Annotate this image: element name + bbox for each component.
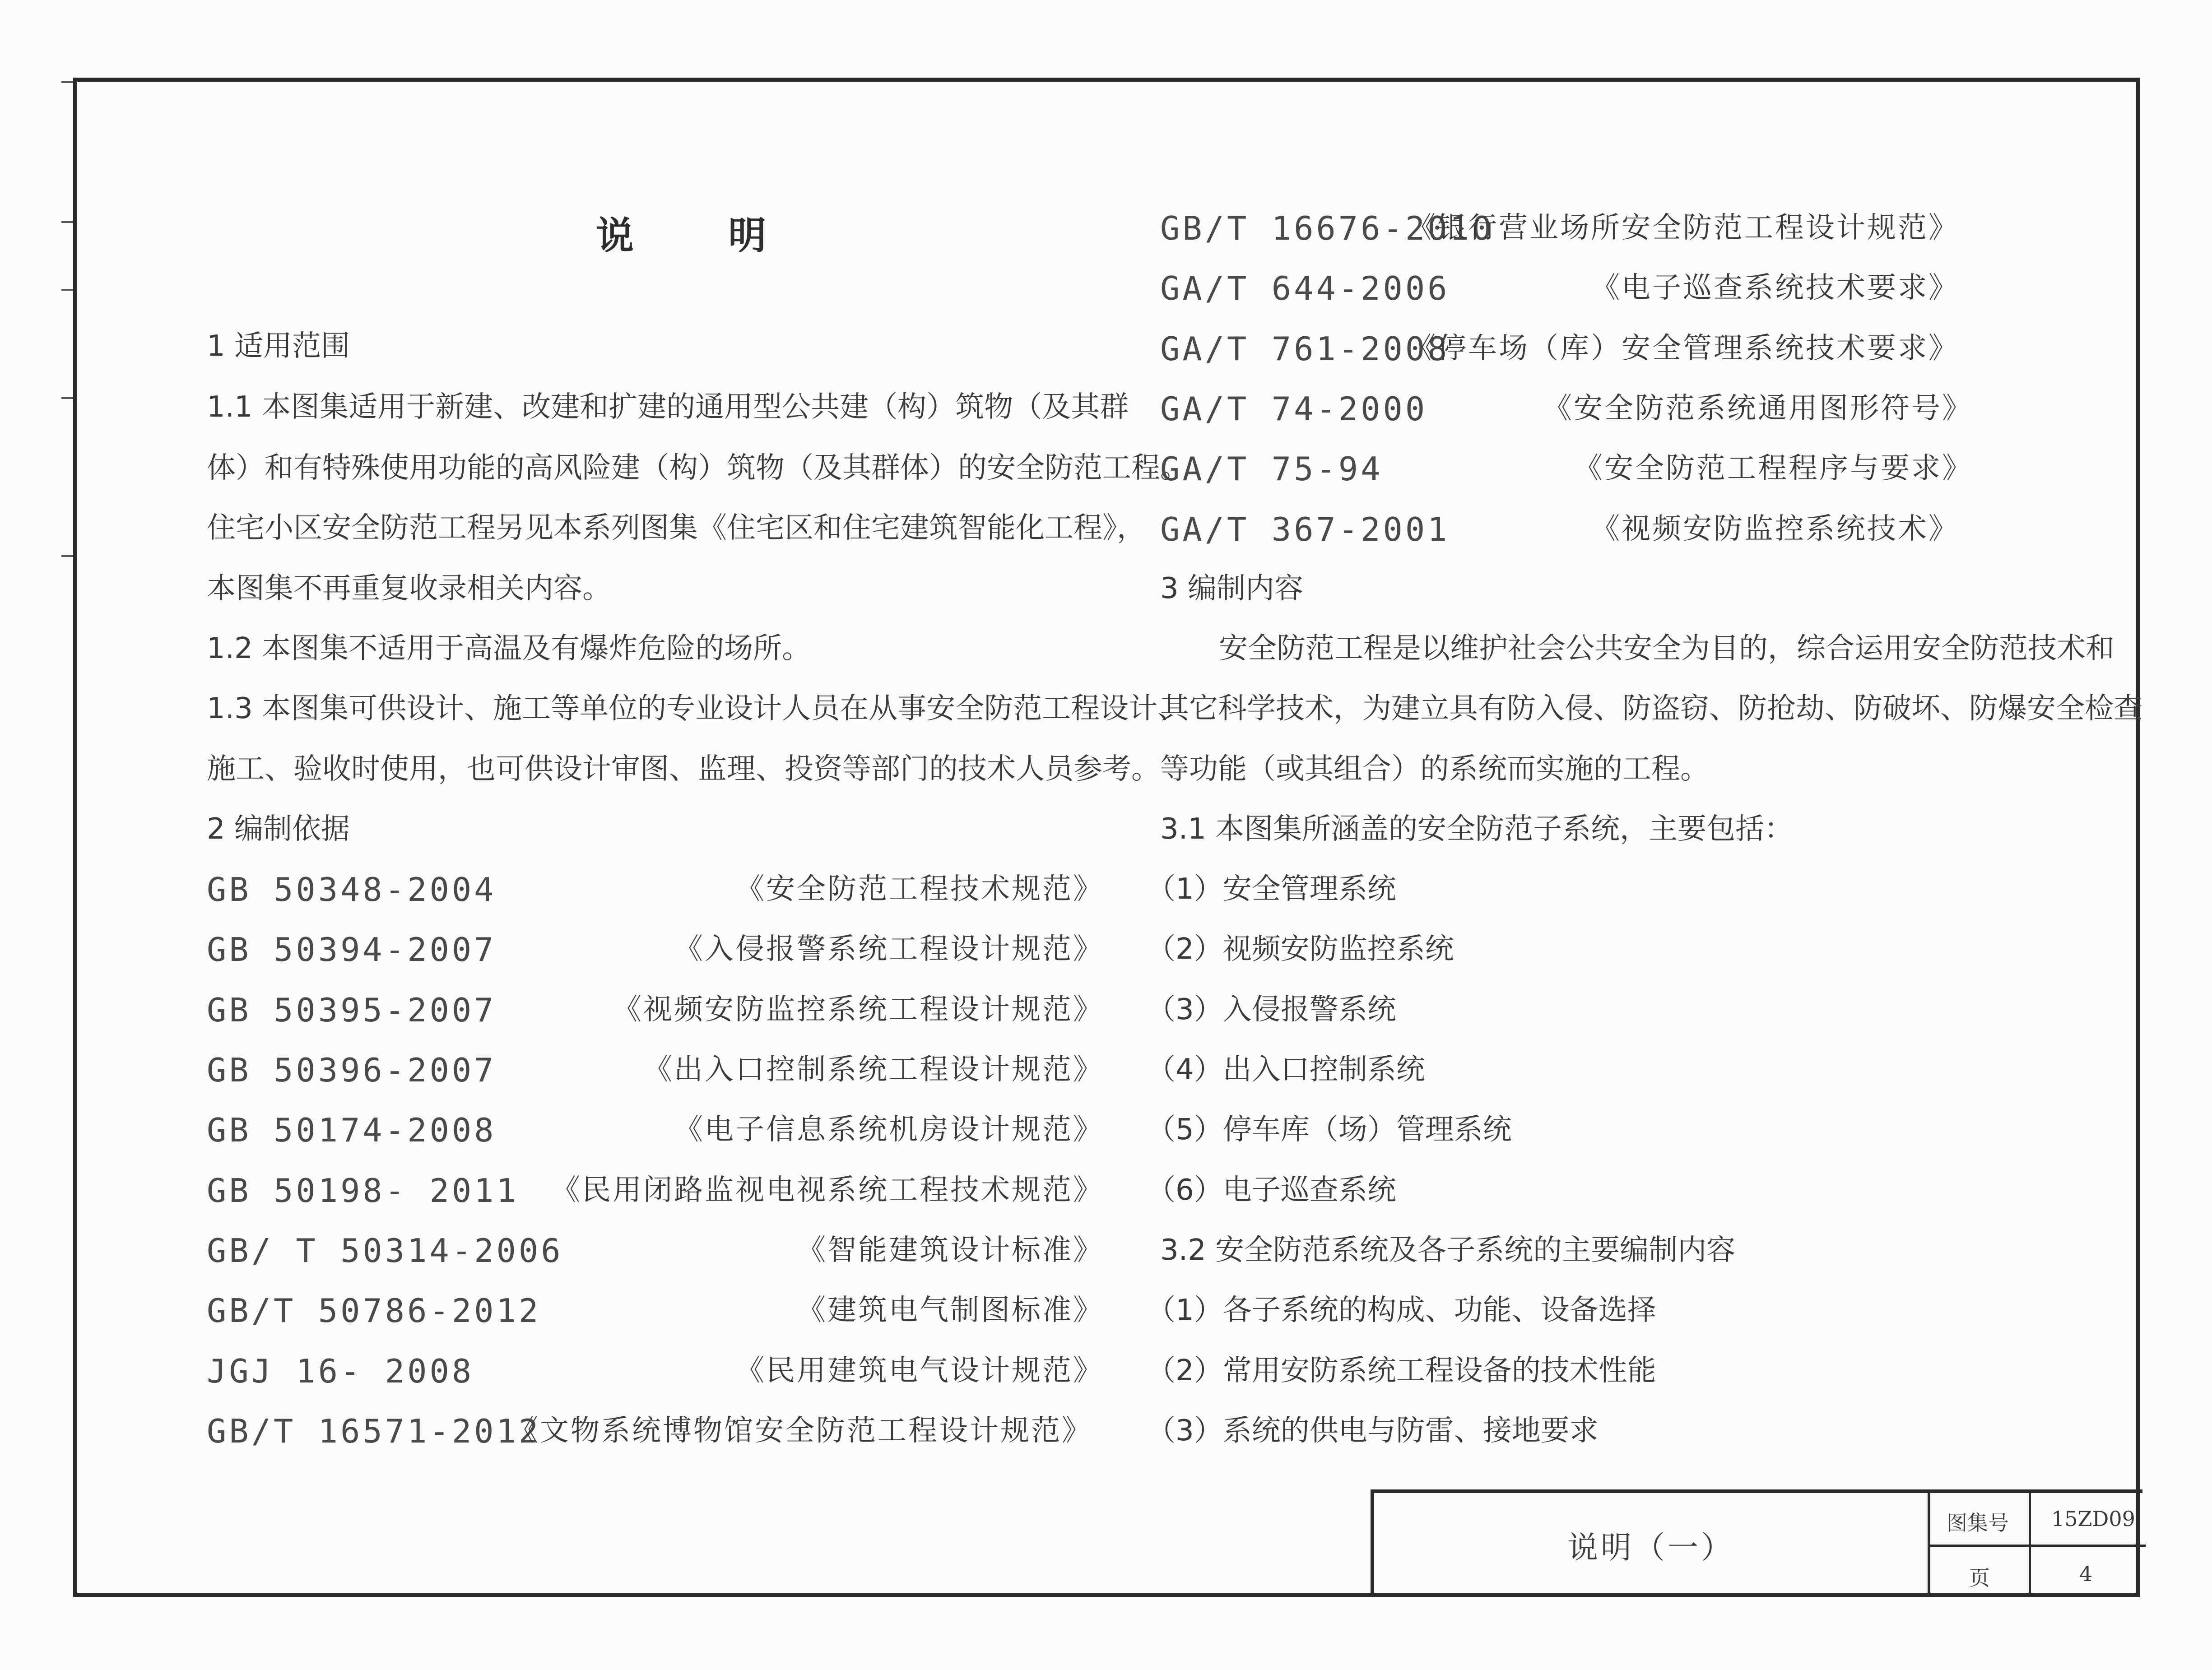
page-title: 说 明	[596, 213, 807, 258]
title-block	[1371, 1489, 2142, 1597]
standard-name: 《视频安防监控系统工程设计规范》	[613, 993, 1104, 1026]
drawing-title: 说明（一）	[1374, 1493, 1930, 1597]
standard-name: 《停车场（库）安全管理系统技术要求》	[1407, 332, 1959, 365]
standard-code: GB 50198- 2011	[207, 1172, 519, 1210]
list-item: （4）出入口控制系统	[1147, 1053, 1425, 1086]
title-block-divider	[2029, 1493, 2031, 1597]
standard-name: 《智能建筑设计标准》	[797, 1234, 1104, 1267]
list-item: （3）入侵报警系统	[1147, 993, 1396, 1026]
page-number: 4	[2079, 1562, 2093, 1586]
section1-line: 施工、验收时使用，也可供设计审图、监理、投资等部门的技术人员参考。	[207, 752, 1160, 786]
standard-name: 《民用闭路监视电视系统工程技术规范》	[551, 1174, 1104, 1207]
standard-name: 《入侵报警系统工程设计规范》	[674, 932, 1104, 966]
standard-name: 《电子巡查系统技术要求》	[1591, 271, 1959, 305]
standard-name: 《电子信息系统机房设计规范》	[674, 1113, 1104, 1146]
standard-code: GB 50348-2004	[207, 871, 497, 909]
atlas-no-label: 图集号	[1947, 1511, 2009, 1535]
atlas-no: 15ZD09	[2051, 1507, 2135, 1531]
standard-code: GB/ T 50314-2006	[207, 1232, 563, 1270]
standard-name: 《民用建筑电气设计规范》	[735, 1354, 1104, 1387]
section-heading-1: 1 适用范围	[207, 329, 350, 363]
list-item: （1）各子系统的构成、功能、设备选择	[1147, 1294, 1656, 1327]
standard-name: 《出入口控制系统工程设计规范》	[643, 1053, 1104, 1086]
subsection-heading-3-1: 3.1 本图集所涵盖的安全防范子系统，主要包括：	[1160, 812, 1794, 846]
standard-code: GB 50394-2007	[207, 931, 497, 969]
section-heading-3: 3 编制内容	[1160, 572, 1304, 605]
standard-code: GB 50396-2007	[207, 1051, 497, 1089]
standard-name: 《安全防范系统通用图形符号》	[1543, 392, 1973, 425]
standard-name: 《安全防范工程技术规范》	[735, 872, 1104, 906]
standard-code: GB/T 16571-2012	[207, 1412, 541, 1450]
standard-code: GA/T 75-94	[1160, 450, 1383, 488]
standard-name: 《文物系统博物馆安全防范工程设计规范》	[509, 1414, 1092, 1447]
standard-name: 《建筑电气制图标准》	[797, 1294, 1104, 1327]
standard-code: GB 50174-2008	[207, 1111, 497, 1149]
list-item: （5）停车库（场）管理系统	[1147, 1113, 1512, 1146]
standard-code: GA/T 74-2000	[1160, 390, 1428, 428]
list-item: （6）电子巡查系统	[1147, 1174, 1396, 1207]
section1-line: 本图集不再重复收录相关内容。	[207, 572, 611, 605]
standard-code: GB/T 50786-2012	[207, 1292, 541, 1330]
section1-line: 1.1 本图集适用于新建、改建和扩建的通用型公共建（构）筑物（及其群	[207, 390, 1129, 424]
standard-code: GA/T 644-2006	[1160, 269, 1450, 307]
section3-para-line: 其它科学技术，为建立具有防入侵、防盗窃、防抢劫、防破坏、防爆安全检查	[1160, 692, 2142, 725]
list-item: （1）安全管理系统	[1147, 872, 1396, 906]
section1-line: 住宅小区安全防范工程另见本系列图集《住宅区和住宅建筑智能化工程》，	[207, 511, 1146, 545]
list-item: （3）系统的供电与防雷、接地要求	[1147, 1414, 1599, 1447]
subsection-heading-3-2: 3.2 安全防范系统及各子系统的主要编制内容	[1160, 1234, 1736, 1267]
section1-line: 1.3 本图集可供设计、施工等单位的专业设计人员在从事安全防范工程设计、	[207, 692, 1187, 725]
standard-code: GB 50395-2007	[207, 991, 497, 1029]
standard-name: 《银行营业场所安全防范工程设计规范》	[1407, 211, 1959, 245]
title-block-divider	[1930, 1545, 2146, 1547]
standard-code: GB/T 16676-2010	[1160, 209, 1495, 247]
standard-code: JGJ 16- 2008	[207, 1352, 474, 1390]
section-heading-2: 2 编制依据	[207, 812, 350, 846]
section1-line: 1.2 本图集不适用于高温及有爆炸危险的场所。	[207, 632, 811, 665]
section1-line: 体）和有特殊使用功能的高风险建（构）筑物（及其群体）的安全防范工程。	[207, 451, 1189, 485]
list-item: （2）常用安防系统工程设备的技术性能	[1147, 1354, 1656, 1387]
standard-code: GA/T 761-2008	[1160, 330, 1450, 368]
section3-para-line: 等功能（或其组合）的系统而实施的工程。	[1160, 752, 1709, 786]
page-label: 页	[1969, 1566, 1990, 1590]
standard-name: 《安全防范工程程序与要求》	[1574, 452, 1973, 485]
standard-name: 《视频安防监控系统技术》	[1591, 512, 1959, 546]
section3-para-line: 安全防范工程是以维护社会公共安全为目的，综合运用安全防范技术和	[1219, 632, 2114, 665]
standard-code: GA/T 367-2001	[1160, 510, 1450, 548]
list-item: （2）视频安防监控系统	[1147, 932, 1454, 966]
